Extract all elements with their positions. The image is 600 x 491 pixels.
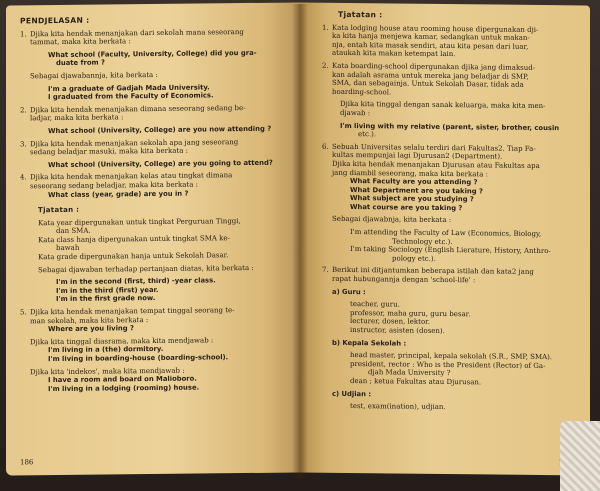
text-line: Djika kita hendak menanjakan tempat tinggal seorang te-: [30, 306, 235, 317]
text-line: Djika kita hendak menanjakan Djurusan atau Fakultas apa: [332, 159, 540, 170]
left-page-heading: PENDJELASAN :: [20, 15, 90, 26]
example-question: What subject are you studying ?: [350, 194, 474, 204]
example-answer: I'm living with my relative (parent, sister, brother, cousin: [340, 121, 560, 132]
term-line: teacher, guru.: [350, 300, 400, 309]
text-line: Djika kita tinggal diasrama, maka kita mendjawab :: [30, 336, 214, 347]
left-page: [6, 2, 300, 475]
example-answer: I'm in the third (first) year.: [56, 285, 159, 295]
note-1: 1. Kata lodging house atau rooming house dipergunakan dji- ka kita hanja menjewa kamar, sedangkan untuk makan- nja, entah kita masak sendiri, atau kita pesan dari luar, ataukah kita makan ketempat lain.: [322, 23, 576, 60]
example-answer: I graduated from the Faculty of Economics.: [48, 91, 214, 102]
item-number: 7.: [322, 266, 329, 275]
text-line: ka kita hanja menjewa kamar, sedangkan untuk makan-: [332, 32, 530, 43]
term-line: dean ; ketua Fakultas atau Djurusan.: [350, 376, 482, 387]
note-2: 2. Kata boarding-school dipergunakan djika jang dimaksud- kan adalah asrama untuk mereka jang beladjar di SMP, SMA, dan sebagainja. Untuk Sekolah Dasar, tidak ada boarding-school.: [322, 62, 576, 99]
notes-block: [20, 204, 278, 305]
text-line: Kata lodging house atau rooming house dipergunakan dji-: [332, 23, 539, 34]
text-line: bawah: [56, 244, 80, 253]
item-number: 3.: [20, 139, 27, 148]
section-label: c) Udjian :: [332, 389, 372, 398]
text-line: Djika kita hendak menanjakan dari sekolah mana seseorang: [30, 27, 244, 38]
text-line: Kata boarding-school dipergunakan djika jang dimaksud-: [332, 61, 536, 72]
example-answer: etc.).: [358, 130, 377, 139]
text-line: Kata class hanja dipergunakan untuk tingkat SMA ke-: [38, 234, 230, 245]
item-4: [20, 171, 278, 199]
open-book: [6, 4, 596, 482]
text-line: Djika kita tinggal dengan sanak keluarga, maka kita men-: [340, 100, 546, 111]
right-page-content: [300, 2, 590, 475]
text-line: djawab :: [340, 108, 371, 118]
example-question: What course are you taking ?: [350, 202, 463, 213]
item-number: 6.: [322, 142, 329, 151]
item-7: [322, 266, 576, 413]
term-line: president, rector : Who is the President (Rector) of Ga-: [350, 359, 546, 370]
term-line: professor, maha guru, guru besar.: [350, 308, 471, 319]
example-answer: I'm living in a lodging (rooming) house.: [48, 383, 200, 393]
term-line: test, exam(ination), udjian.: [350, 402, 446, 412]
right-page: [300, 2, 590, 475]
text-line: kultas mempunjai lagi Djurusan2 (Department).: [332, 151, 503, 161]
family-block: [322, 100, 576, 141]
example-question: duate from ?: [56, 58, 105, 68]
example-answer: I'm in the first grade now.: [56, 294, 156, 304]
text-line: Djika kita 'indekos', maka kita mendjawab :: [30, 366, 185, 376]
text-line: man sekolah, maka kita berkata :: [30, 315, 149, 325]
notes-heading: Tjatatan :: [38, 205, 80, 215]
item-5: [20, 306, 278, 394]
example-question: What school (University, College) are you going to attend?: [48, 158, 273, 169]
text-line: kan adalah asrama untuk mereka jang beladjar di SMP,: [332, 70, 529, 81]
item-number: 4.: [20, 173, 27, 182]
section-label: a) Guru :: [332, 287, 366, 296]
example-answer: I have a room and board on Malioboro.: [48, 374, 197, 385]
example-answer: Technology etc.).: [392, 237, 453, 246]
page-number: 186: [20, 458, 34, 467]
example-answer: I'm attending the Faculty of Law (Economics, Biology,: [350, 228, 542, 239]
item-number: 2.: [20, 106, 27, 115]
example-question: What class (year, grade) are you in ?: [48, 189, 189, 199]
text-line: Kata year dipergunakan untuk tingkat Perguruan Tinggi,: [38, 216, 241, 227]
text-line: boarding-school.: [332, 87, 392, 97]
text-line: ataukah kita makan ketempat lain.: [332, 49, 456, 59]
text-line: Sebagai djawaban terhadap pertanjaan diatas, kita berkata :: [38, 263, 254, 274]
term-line: instructor, asisten (dosen).: [350, 326, 445, 335]
text-line: Sebagai djawabnja, kita berkata :: [332, 215, 452, 225]
book-gutter: [292, 4, 308, 478]
example-answer: I'm in the second (first, third) -year class.: [56, 276, 216, 287]
text-line: Berikut ini ditjantumkan beberapa istilah dan kata2 jang: [332, 266, 534, 277]
term-line: head master, principal, kepala sekolah (S.R., SMP, SMA).: [350, 351, 553, 362]
term-line: djah Mada University ?: [368, 368, 451, 378]
text-line: SMA, dan sebagainja. Untuk Sekolah Dasar, tidak ada: [332, 78, 524, 89]
text-line: Djika kita hendak menanjakan dimana seseorang sedang be-: [30, 103, 246, 115]
text-line: Kata grade dipergunakan hanja untuk Sekolah Dasar.: [38, 251, 229, 262]
item-2: [20, 103, 278, 135]
text-line: rapat hubungannja dengan 'school-life' :: [332, 274, 476, 285]
left-page-content: [6, 2, 300, 475]
text-line: Sebuah Universitas selalu terdiri dari Fakultas2. Tiap Fa-: [332, 142, 536, 153]
item-number: 1.: [20, 29, 27, 38]
item-number: 5.: [20, 308, 27, 317]
cloth-corner: [560, 421, 600, 491]
example-answer: I'm taking Sociology (English Lierature, History, Anthro-: [350, 245, 551, 256]
text-line: dan SMA.: [56, 226, 91, 236]
text-line: seseorang sedang beladjar, maka kita berkata :: [30, 180, 199, 191]
text-line: ladjar, maka kita berkata :: [30, 113, 124, 123]
item-3: [20, 137, 278, 169]
term-line: lecturer, dosen, lektor.: [350, 317, 430, 327]
example-answer: I'm living in a (the) dormitory.: [48, 345, 164, 355]
example-question: What school (Faculty, University, College) did you gra-: [48, 48, 257, 59]
item-6: [322, 142, 576, 264]
section-label: b) Kepala Sekolah :: [332, 338, 407, 348]
example-answer: I'm a graduate of Gadjah Mada University.: [48, 82, 210, 93]
example-question: What school (University, College) are you now attending ?: [48, 124, 272, 136]
example-question: Where are you living ?: [48, 324, 134, 334]
text-line: Djika kita hendak menanjakan kelas atau tingkat dimana: [30, 171, 233, 182]
example-answer: I'm living in boarding-house (boarding-school).: [48, 353, 229, 364]
text-line: Djika kita hendak menanjakan sekolah apa jang seseorang: [30, 137, 239, 148]
text-line: jang diambil seseorang, maka kita berkata :: [332, 168, 489, 178]
item-1: [20, 27, 278, 102]
right-page-heading: Tjatatan :: [338, 9, 383, 20]
example-answer: pology etc.).: [392, 254, 436, 263]
text-line: sedang beladjar masuki, maka kita berkata :: [30, 146, 188, 157]
example-question: What Faculty are you attending ?: [350, 177, 478, 187]
text-line: Sebagai djawabannja, kita berkata :: [30, 70, 158, 81]
text-line: nja, entah kita masak sendiri, atau kita pesan dari luar,: [332, 40, 529, 51]
text-line: tammat, maka kita berkata :: [30, 37, 131, 47]
example-question: What Department are you taking ?: [350, 185, 483, 196]
